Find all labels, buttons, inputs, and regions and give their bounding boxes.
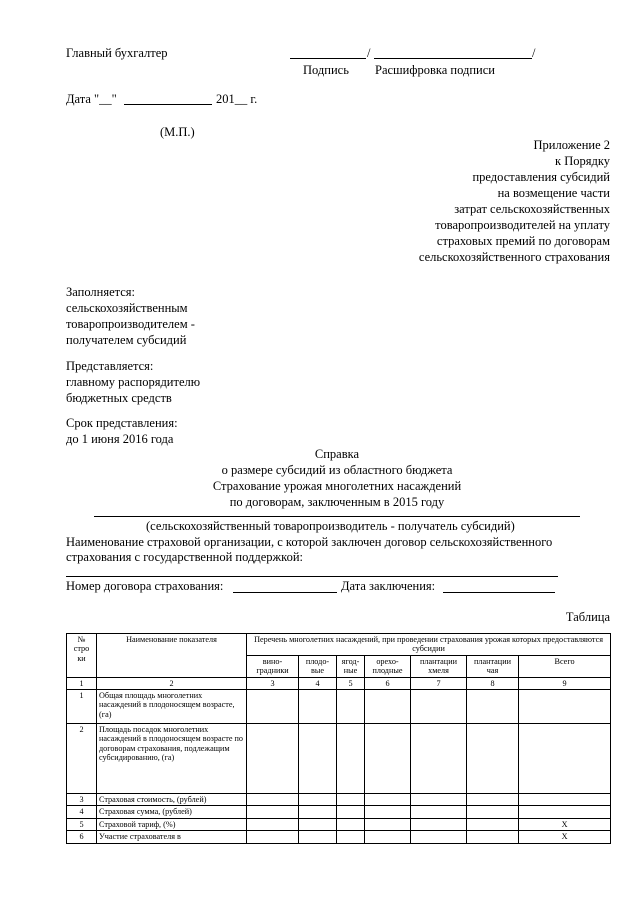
cell[interactable] (299, 794, 337, 806)
cell[interactable] (365, 818, 411, 830)
appendix-line: Приложение 2 (533, 138, 610, 152)
row-number: 1 (67, 690, 97, 724)
appendix-block (419, 137, 610, 265)
filled-by-line: товаропроизводителем - (66, 317, 195, 331)
insurer-label-cont: страхования с государственной поддержкой: (66, 550, 303, 564)
row-name: Страховая стоимость, (рублей) (97, 794, 247, 806)
row-number: 6 (67, 831, 97, 843)
row-total[interactable] (519, 806, 611, 818)
contract-date-line[interactable] (443, 592, 555, 593)
submitted-to-line: главному распорядителю (66, 375, 201, 389)
header-fruit: плодо-вые (299, 655, 337, 677)
deadline-line: до 1 июня 2016 года (66, 432, 174, 446)
row-name: Площадь посадок многолетних насаждений в плодоносящем возрасте по договорам страхования, подлежащим субсидированию, (га) (97, 724, 247, 794)
submitted-to-line: Представляется: (66, 359, 154, 373)
row-total[interactable] (519, 690, 611, 724)
cell[interactable] (247, 806, 299, 818)
document-title (140, 446, 534, 510)
cell[interactable] (411, 794, 467, 806)
col-number: 2 (97, 677, 247, 689)
table-row (67, 806, 611, 818)
date-year: 201__ г. (216, 92, 258, 106)
header-total: Всего (519, 655, 611, 677)
cell[interactable] (299, 806, 337, 818)
signature-caption: Подпись (303, 63, 349, 77)
row-total: Х (519, 831, 611, 843)
cell[interactable] (467, 794, 519, 806)
recipient-line[interactable] (94, 516, 580, 517)
cell[interactable] (337, 818, 365, 830)
col-number: 7 (411, 677, 467, 689)
header-indicator-name: Наименование показателя (97, 634, 247, 678)
cell[interactable] (467, 690, 519, 724)
cell[interactable] (337, 690, 365, 724)
cell[interactable] (365, 806, 411, 818)
signature-decode-line[interactable] (374, 58, 532, 59)
row-total[interactable] (519, 724, 611, 794)
cell[interactable] (411, 818, 467, 830)
col-number: 1 (67, 677, 97, 689)
chief-accountant-label: Главный бухгалтер (66, 46, 168, 60)
deadline-block (66, 415, 178, 447)
table-row (67, 690, 611, 724)
table-row (67, 724, 611, 794)
title-line: по договорам, заключенным в 2015 году (229, 495, 445, 509)
table-row (67, 794, 611, 806)
cell[interactable] (467, 806, 519, 818)
table-row (67, 831, 611, 843)
cell[interactable] (365, 724, 411, 794)
header-berry: ягод-ные (337, 655, 365, 677)
col-number: 8 (467, 677, 519, 689)
signature-decode-caption: Расшифровка подписи (375, 63, 495, 77)
header-tea: плантации чая (467, 655, 519, 677)
cell[interactable] (337, 806, 365, 818)
col-number: 6 (365, 677, 411, 689)
table-label: Таблица (565, 610, 610, 624)
row-total[interactable] (519, 794, 611, 806)
row-name: Участие страхователя в (97, 831, 247, 843)
row-number: 2 (67, 724, 97, 794)
cell[interactable] (299, 724, 337, 794)
recipient-caption: (сельскохозяйственный товаропроизводитель - получатель субсидий) (146, 519, 515, 533)
filled-by-line: Заполняется: (66, 285, 136, 299)
cell[interactable] (411, 690, 467, 724)
cell[interactable] (411, 806, 467, 818)
cell[interactable] (365, 831, 411, 843)
cell[interactable] (247, 724, 299, 794)
cell[interactable] (411, 724, 467, 794)
cell[interactable] (299, 818, 337, 830)
contract-number-line[interactable] (233, 592, 337, 593)
submitted-to-line: бюджетных средств (66, 391, 172, 405)
row-number: 3 (67, 794, 97, 806)
cell[interactable] (365, 690, 411, 724)
header-row-number: № стро ки (67, 634, 97, 678)
cell[interactable] (247, 831, 299, 843)
cell[interactable] (337, 724, 365, 794)
cell[interactable] (467, 724, 519, 794)
insurer-line[interactable] (66, 576, 558, 577)
appendix-line: затрат сельскохозяйственных (454, 202, 610, 216)
cell[interactable] (247, 818, 299, 830)
header-nut: орехо-плодные (365, 655, 411, 677)
cell[interactable] (467, 831, 519, 843)
cell[interactable] (299, 690, 337, 724)
col-number: 5 (337, 677, 365, 689)
col-number: 3 (247, 677, 299, 689)
appendix-line: предоставления субсидий (472, 170, 610, 184)
cell[interactable] (365, 794, 411, 806)
col-number: 4 (299, 677, 337, 689)
stamp-placeholder: (М.П.) (160, 125, 195, 139)
row-name: Страховая сумма, (рублей) (97, 806, 247, 818)
appendix-line: товаропроизводителей на уплату (435, 218, 610, 232)
signature-slash: / (367, 46, 371, 60)
submitted-to-block (66, 358, 200, 406)
row-number: 5 (67, 818, 97, 830)
title-line: Справка (314, 447, 360, 461)
cell[interactable] (337, 831, 365, 843)
filled-by-block (66, 284, 195, 348)
signature-slash-end: / (532, 46, 536, 60)
appendix-line: к Порядку (555, 154, 610, 168)
appendix-line: на возмещение части (497, 186, 610, 200)
date-month-line[interactable] (124, 104, 212, 105)
filled-by-line: получателем субсидий (66, 333, 187, 347)
appendix-line: страховых премий по договорам (436, 234, 610, 248)
contract-number-label: Номер договора страхования: (66, 579, 224, 593)
cell[interactable] (247, 690, 299, 724)
insurer-label: Наименование страховой организации, с которой заключен договор сельскохозяйственного (66, 535, 553, 549)
title-line: о размере субсидий из областного бюджета (221, 463, 453, 477)
cell[interactable] (337, 794, 365, 806)
table-row (67, 818, 611, 830)
row-total: Х (519, 818, 611, 830)
contract-date-label: Дата заключения: (341, 579, 436, 593)
date-label: Дата "__" (66, 92, 117, 106)
header-hops: плантации хмеля (411, 655, 467, 677)
signature-line[interactable] (290, 58, 366, 59)
row-name: Страховой тариф, (%) (97, 818, 247, 830)
col-number: 9 (519, 677, 611, 689)
row-name: Общая площадь многолетних насаждений в плодоносящем возрасте, (га) (97, 690, 247, 724)
appendix-line: сельскохозяйственного страхования (418, 250, 610, 264)
cell[interactable] (411, 831, 467, 843)
deadline-line: Срок представления: (66, 416, 178, 430)
title-line: Страхование урожая многолетних насаждений (212, 479, 462, 493)
filled-by-line: сельскохозяйственным (66, 301, 188, 315)
indicators-table (66, 633, 611, 844)
cell[interactable] (467, 818, 519, 830)
row-number: 4 (67, 806, 97, 818)
header-vineyards: вино-градники (247, 655, 299, 677)
header-plantings-group: Перечень многолетних насаждений, при проведении страхования урожая которых предоставляются субсидии (247, 634, 611, 656)
cell[interactable] (247, 794, 299, 806)
cell[interactable] (299, 831, 337, 843)
